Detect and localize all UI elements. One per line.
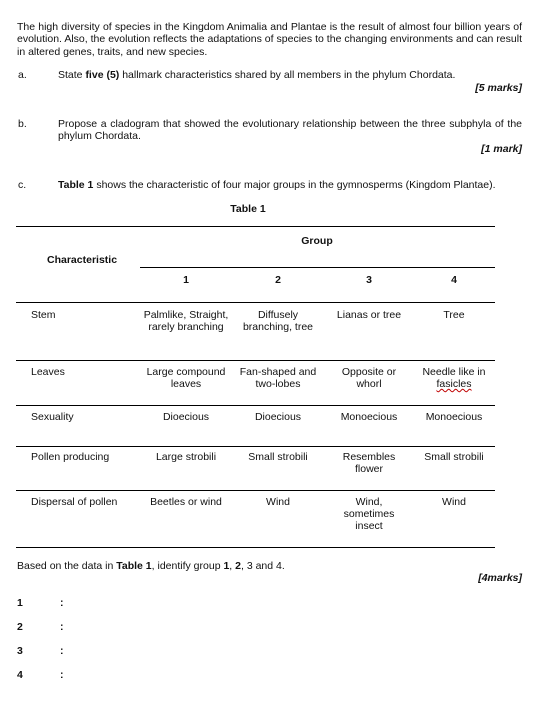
cell-stem-3: Lianas or tree [336, 309, 402, 321]
cell-dispersal-4: Wind [442, 496, 466, 508]
group-number-3: 3 [366, 274, 372, 286]
answer-number: 2 [17, 621, 23, 633]
group-number-2: 2 [275, 274, 281, 286]
table-group-rule [140, 267, 495, 268]
characteristic-header: Characteristic [47, 254, 118, 266]
cell-leaves-4 [414, 366, 494, 390]
table-row-rule [16, 405, 495, 406]
question-b-marks: [1 mark] [481, 143, 522, 155]
cell-stem-2: Diffusely branching, tree [242, 309, 314, 334]
row-label-sexuality: Sexuality [31, 411, 74, 423]
instruction-marks: [4marks] [478, 572, 522, 584]
cell-pollen-producing-4: Small strobili [424, 451, 484, 463]
cell-stem-1: Palmlike, Straight, rarely branching [143, 309, 229, 334]
cell-sexuality-1: Dioecious [162, 411, 210, 423]
cell-leaves-2: Fan-shaped and two-lobes [239, 366, 317, 391]
table-row-rule [16, 360, 495, 361]
answer-number: 4 [17, 669, 23, 681]
cell-dispersal-3: Wind, sometimes insect [343, 496, 395, 533]
question-a-text: State five (5) hallmark characteristics shared by all members in the phylum Chordata. [58, 69, 456, 81]
answer-colon: : [60, 669, 64, 681]
cell-leaves-1: Large compound leaves [146, 366, 226, 391]
question-b-label: b. [18, 118, 27, 130]
answer-number: 3 [17, 645, 23, 657]
question-a-label: a. [18, 69, 27, 81]
cell-sexuality-2: Dioecious [254, 411, 302, 423]
cell-dispersal-1: Beetles or wind [150, 496, 222, 508]
cell-leaves-4-text: Needle like in fasicles [422, 366, 486, 391]
spellcheck-word: fasicles [436, 378, 472, 391]
question-c-label: c. [18, 179, 27, 191]
instruction-text: Based on the data in Table 1, identify group 1, 2, 3 and 4. [17, 560, 285, 572]
table-header-rule [16, 302, 495, 303]
cell-stem-4: Tree [443, 309, 465, 321]
table-row-rule [16, 446, 495, 447]
cell-sexuality-3: Monoecious [340, 411, 398, 423]
question-c-text: Table 1 shows the characteristic of four major groups in the gymnosperms (Kingdom Plantae). [58, 179, 496, 191]
answer-colon: : [60, 597, 64, 609]
cell-dispersal-2: Wind [266, 496, 290, 508]
cell-pollen-producing-3: Resembles flower [342, 451, 396, 476]
answer-colon: : [60, 645, 64, 657]
group-number-4: 4 [451, 274, 457, 286]
table-top-rule [16, 226, 495, 227]
cell-leaves-3: Opposite or whorl [341, 366, 397, 391]
question-b-text: Propose a cladogram that showed the evolutionary relationship between the three subphyla of the phylum Chordata. [58, 118, 522, 143]
row-label-stem: Stem [31, 309, 56, 321]
group-number-1: 1 [183, 274, 189, 286]
table-row-rule [16, 490, 495, 491]
cell-pollen-producing-2: Small strobili [248, 451, 308, 463]
row-label-leaves: Leaves [31, 366, 65, 378]
table-bottom-rule [16, 547, 495, 548]
cell-sexuality-4: Monoecious [425, 411, 483, 423]
cell-pollen-producing-1: Large strobili [155, 451, 217, 463]
answer-number: 1 [17, 597, 23, 609]
table-title: Table 1 [230, 203, 266, 215]
row-label-dispersal-of-pollen: Dispersal of pollen [31, 496, 118, 508]
group-header: Group [301, 235, 333, 247]
question-a-marks: [5 marks] [475, 82, 522, 94]
row-label-pollen-producing: Pollen producing [31, 451, 110, 463]
intro-paragraph: The high diversity of species in the Kingdom Animalia and Plantae is the result of almost four billion years of evolution. Also, the evolution reflects the adaptations of species to the changing environments and can result in altered genes, traits, and new species. [17, 21, 522, 58]
answer-colon: : [60, 621, 64, 633]
